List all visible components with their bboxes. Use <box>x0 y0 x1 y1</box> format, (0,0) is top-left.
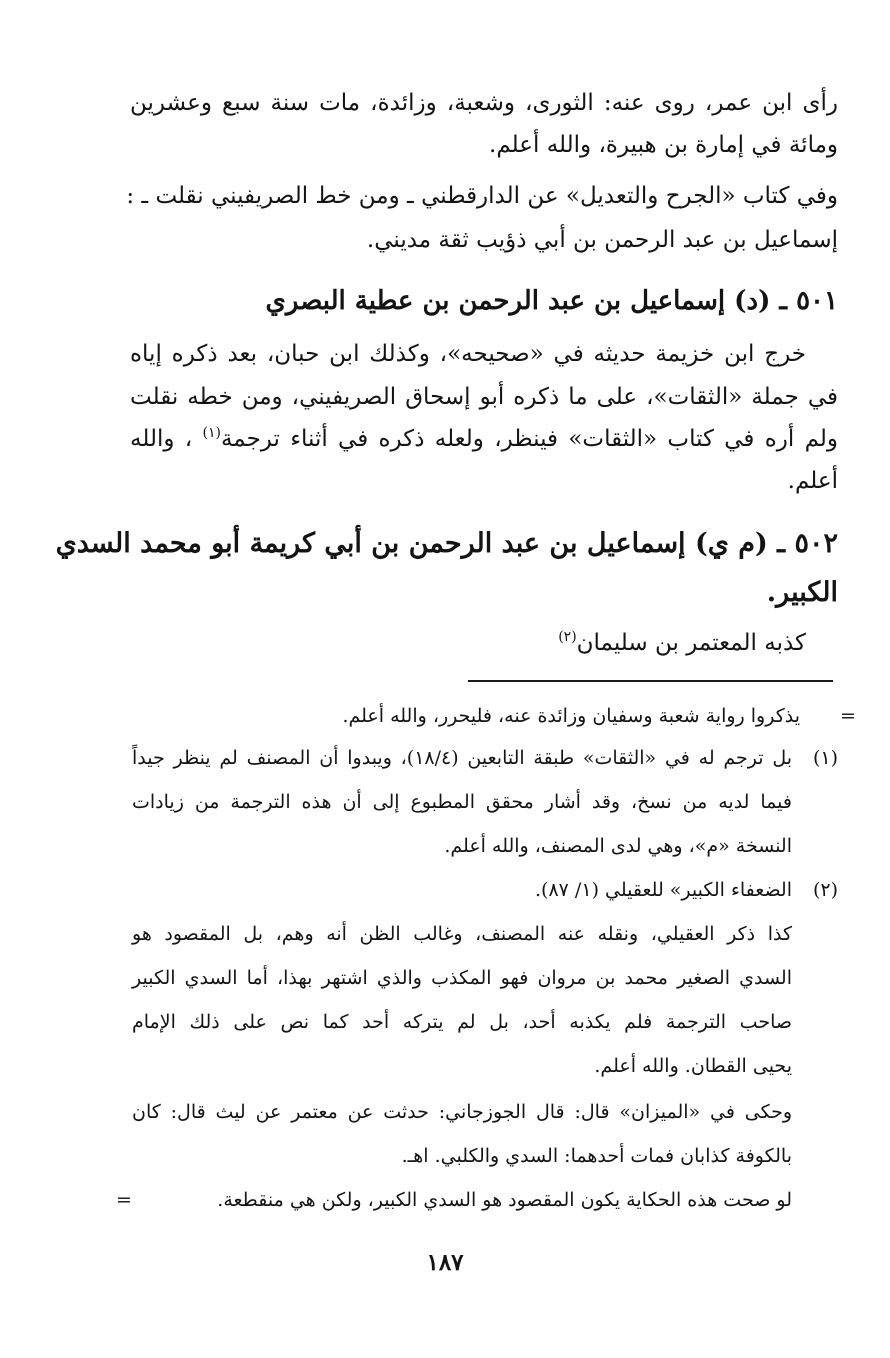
body-line <box>130 628 806 661</box>
body-line <box>130 424 838 457</box>
entry-heading-502-cont: الكبير. <box>766 577 838 608</box>
footnote-line: فيما لديه من نسخ، وقد أشار محقق المطبوع إلى أن هذه الترجمة من زيادات <box>132 791 792 813</box>
footnote-line: وحكى في «الميزان» قال: قال الجوزجاني: حدثت عن معتمر عن ليث قال: كان <box>132 1101 792 1123</box>
footnote-line: يذكروا رواية شعبة وسفيان وزائدة عنه، فليحرر، والله أعلم. <box>342 705 800 727</box>
body-line: إسماعيل بن عبد الرحمن بن أبي ذؤيب ثقة مديني. <box>366 227 838 253</box>
line-text: كذبه المعتمر بن سليمان <box>576 630 806 656</box>
footnote-line: بالكوفة كذابان فمات أحدهما: السدي والكلبي. اهـ. <box>401 1145 792 1167</box>
line-text: ولم أره في كتاب «الثقات» فينظر، ولعله ذكره في أثناء ترجمة <box>220 426 838 452</box>
line-text: ، والله <box>130 426 193 452</box>
footnote-line: الضعفاء الكبير» للعقيلي (١/ ٨٧). <box>535 879 792 901</box>
footnote-line: بل ترجم له في «الثقات» طبقة التابعين (١٨/٤)، ويبدوا أن المصنف لم ينظر جيداً <box>132 747 792 769</box>
footnote-ref: (٢) <box>558 629 577 645</box>
page-number: ١٨٧ <box>426 1249 464 1276</box>
footnote-line: صاحب الترجمة فلم يكذبه أحد، بل لم يتركه أحد كما نص على ذلك الإمام <box>132 1011 792 1033</box>
body-line: وفي كتاب «الجرح والتعديل» عن الدارقطني ـ ومن خط الصريفيني نقلت ـ : <box>126 183 838 209</box>
continuation-marker: = <box>116 1189 132 1211</box>
footnote-line: النسخة «م»، وهي لدى المصنف، والله أعلم. <box>444 835 792 857</box>
continuation-marker: = <box>840 705 856 727</box>
footnote-number-2: (٢) <box>812 879 838 901</box>
body-line: رأى ابن عمر، روى عنه: الثورى، وشعبة، وزائدة، مات سنة سبع وعشرين <box>130 90 838 116</box>
footnote-divider <box>468 680 833 682</box>
entry-heading-502: ٥٠٢ ـ (م ي) إسماعيل بن عبد الرحمن بن أبي كريمة أبو محمد السدي <box>55 528 838 559</box>
footnote-line: لو صحت هذه الحكاية يكون المقصود هو السدي الكبير، ولكن هي منقطعة. <box>217 1189 792 1211</box>
footnote-line: كذا ذكر العقيلي، ونقله عنه المصنف، وغالب الظن أنه وهم، بل المقصود هو <box>132 923 792 945</box>
footnote-ref: (١) <box>202 425 221 441</box>
body-line: في جملة «الثقات»، على ما ذكره أبو إسحاق الصريفيني، ومن خطه نقلت <box>130 384 838 410</box>
footnote-line: يحيى القطان. والله أعلم. <box>594 1055 792 1077</box>
entry-heading-501: ٥٠١ ـ (د) إسماعيل بن عبد الرحمن بن عطية البصري <box>265 286 838 316</box>
body-line: أعلم. <box>787 468 838 494</box>
body-line: خرج ابن خزيمة حديثه في «صحيحه»، وكذلك ابن حبان، بعد ذكره إياه <box>130 341 806 367</box>
footnote-line: السدي الصغير محمد بن مروان فهو المكذب والذي اشتهر بهذا، أما السدي الكبير <box>132 967 792 989</box>
body-line: ومائة في إمارة بن هبيرة، والله أعلم. <box>489 132 838 158</box>
footnote-number-1: (١) <box>812 747 838 769</box>
